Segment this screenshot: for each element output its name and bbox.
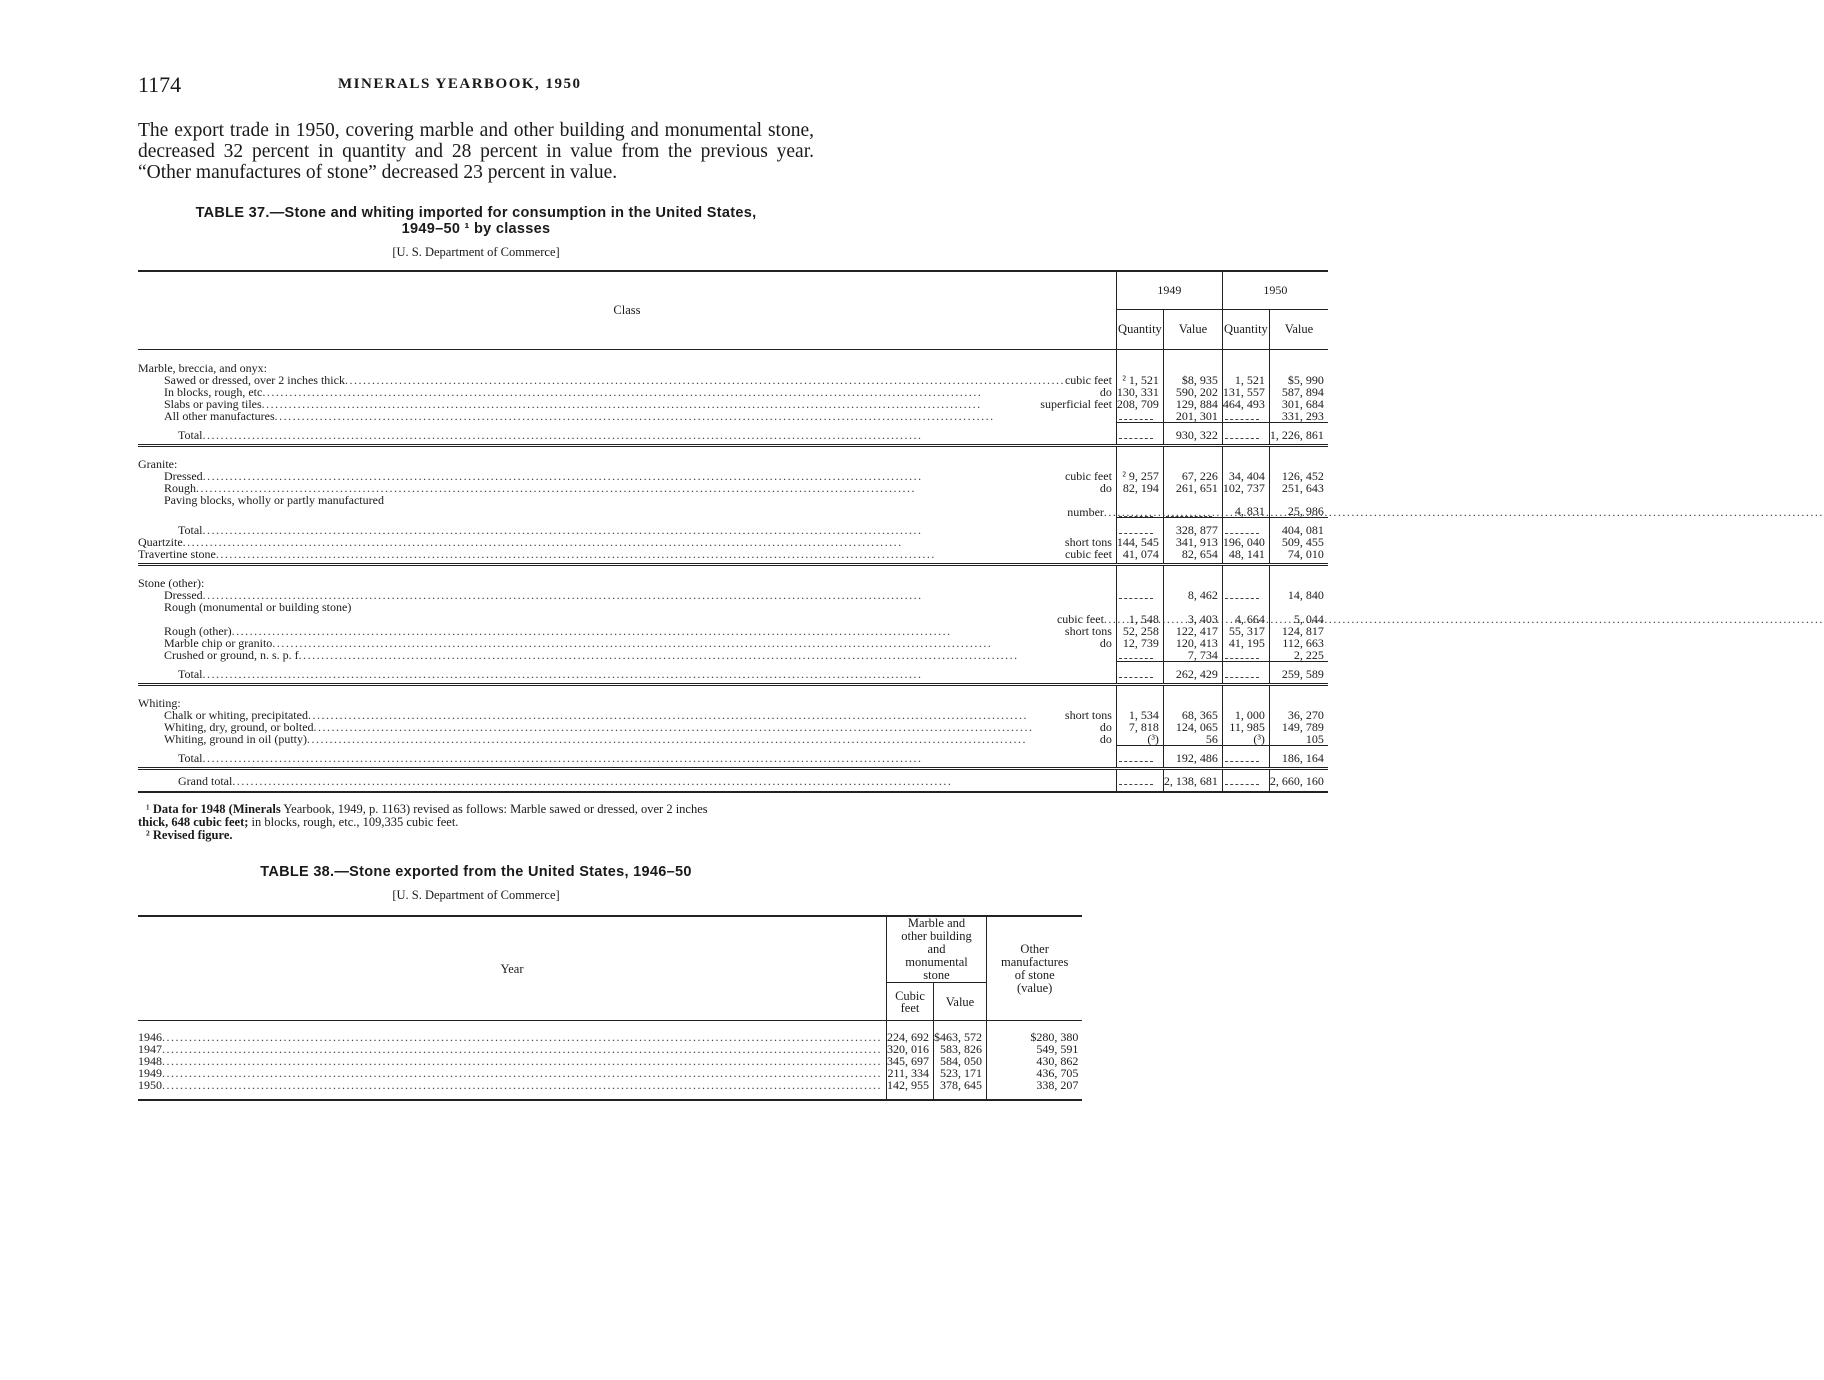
- cell-v49-grand: 2, 138, 681: [1163, 775, 1222, 787]
- cell-v50: 301, 684: [1269, 398, 1328, 410]
- footnote-1-cont: thick, 648 cubic feet; in blocks, rough, etc., 109,335 cubic feet.: [138, 815, 459, 829]
- cell-v49-total: 192, 486: [1163, 752, 1222, 764]
- row-label: Dressed ..... cubic feet: [138, 470, 1116, 482]
- cell-v50-grand: 2, 660, 160: [1269, 775, 1328, 787]
- cell-v50-total: 186, 164: [1269, 752, 1328, 764]
- cell-v50: 587, 894: [1269, 386, 1328, 398]
- other-manufactures-header: Other manufactures of stone (value): [987, 916, 1083, 1021]
- row-label: Sawed or dressed, over 2 inches thick ..... cubic feet: [138, 374, 1116, 386]
- row-label: In blocks, rough, etc ..... do: [138, 386, 1116, 398]
- cell-q50-total: [1222, 668, 1269, 680]
- cell-v49: $8, 935: [1163, 374, 1222, 386]
- cell-v50: 5, 044: [1269, 601, 1328, 625]
- cell-other: 436, 705: [987, 1067, 1083, 1079]
- total-label: Total .....: [138, 429, 1116, 441]
- year-1950-header: 1950: [1222, 271, 1328, 309]
- section-header-row: [138, 356, 1328, 374]
- cell-v49: 3, 403: [1163, 601, 1222, 625]
- row-label: Rough (other) ..... short tons: [138, 625, 1116, 637]
- cell-v49-total: 930, 322: [1163, 429, 1222, 441]
- dash-leader: [1119, 589, 1153, 599]
- cell-q50: [1222, 589, 1269, 601]
- cell-q49: [1116, 410, 1163, 423]
- row-label: Travertine stone ..... cubic feet: [138, 548, 1116, 560]
- cell-q50: (³): [1222, 733, 1269, 746]
- page-number: 1174: [138, 72, 182, 97]
- quantity-1949-header: Quantity: [1116, 309, 1163, 349]
- dash-leader: [1225, 775, 1259, 785]
- table37-footnotes: [138, 803, 814, 842]
- cell-q50: 1, 521: [1222, 374, 1269, 386]
- cell-value: 584, 050: [934, 1055, 987, 1067]
- table-row: [138, 386, 1328, 398]
- cell-q50: 464, 493: [1222, 398, 1269, 410]
- cell-v49: 590, 202: [1163, 386, 1222, 398]
- row-label: Dressed .....: [138, 589, 1116, 601]
- row-label: Whiting, dry, ground, or bolted ..... do: [138, 721, 1116, 733]
- table37: [138, 270, 1328, 793]
- table37-caption: [138, 205, 814, 260]
- total-row: [138, 668, 1328, 680]
- cell-v49-total: 328, 877: [1163, 524, 1222, 536]
- cell-q50: 48, 141: [1222, 548, 1269, 560]
- dash-leader: [1225, 649, 1259, 659]
- cell-v49: 129, 884: [1163, 398, 1222, 410]
- table38-caption: [138, 864, 814, 903]
- table-row: [138, 733, 1328, 746]
- cell-v50: 74, 010: [1269, 548, 1328, 560]
- table-row: [138, 398, 1328, 410]
- total-label: Total .....: [138, 668, 1116, 680]
- spacer-row: [138, 1091, 1082, 1100]
- dash-leader: [1119, 524, 1153, 534]
- table-row: [138, 1079, 1082, 1091]
- row-label: Crushed or ground, n. s. p. f .....: [138, 649, 1116, 662]
- cell-q50: 55, 317: [1222, 625, 1269, 637]
- table38-source: [U. S. Department of Commerce]: [392, 888, 560, 902]
- cell-q49-total: [1116, 668, 1163, 680]
- intro-paragraph: The export trade in 1950, covering marble and other building and monumental stone, decreased 32 percent in quantity and 28 percent in value from the previous year. “Other manufactures of stone” decreased 23 percent in value.: [138, 120, 814, 183]
- dash-leader: [1119, 649, 1153, 659]
- quantity-1950-header: Quantity: [1222, 309, 1269, 349]
- dash-leader: [1119, 429, 1153, 439]
- cell-q50: 102, 737: [1222, 482, 1269, 494]
- row-label: Paving blocks, wholly or partly manufactured number .....: [138, 494, 1116, 518]
- total-label: Total .....: [138, 752, 1116, 764]
- cell-q50-grand: [1222, 775, 1269, 787]
- cell-v49: 122, 417: [1163, 625, 1222, 637]
- table38-caption-line: TABLE 38.—Stone exported from the United States, 1946–50: [260, 864, 692, 880]
- table-row: [138, 374, 1328, 386]
- cell-q50: 196, 040: [1222, 536, 1269, 548]
- dash-leader: [1225, 410, 1259, 420]
- cell-q49: 12, 739: [1116, 637, 1163, 649]
- dash-leader: [1119, 410, 1153, 420]
- year-label: 1947 .....: [138, 1043, 887, 1055]
- row-label: Quartzite ..... short tons: [138, 536, 1116, 548]
- cell-value: $463, 572: [934, 1031, 987, 1043]
- cell-v49: 124, 065: [1163, 721, 1222, 733]
- section-header-row: [138, 452, 1328, 470]
- cell-v50: 126, 452: [1269, 470, 1328, 482]
- year-1949-header: 1949: [1116, 271, 1222, 309]
- cell-q50: 4, 831: [1222, 494, 1269, 518]
- cell-q50: 34, 404: [1222, 470, 1269, 482]
- section-title: Whiting:: [138, 696, 181, 710]
- dash-leader: [1119, 752, 1153, 762]
- grand-total-label: Grand total .....: [138, 775, 1116, 787]
- cell-value: 378, 645: [934, 1079, 987, 1091]
- cell-q49: [1116, 649, 1163, 662]
- grand-total-row: [138, 775, 1328, 787]
- cell-q49: 7, 818: [1116, 721, 1163, 733]
- cell-v50-total: 404, 081: [1269, 524, 1328, 536]
- total-label: Total .....: [138, 524, 1116, 536]
- row-label: Chalk or whiting, precipitated ..... short tons: [138, 709, 1116, 721]
- cell-v50-total: 259, 589: [1269, 668, 1328, 680]
- cell-v50: 112, 663: [1269, 637, 1328, 649]
- section-title: Stone (other):: [138, 576, 205, 590]
- cell-q49: 41, 074: [1116, 548, 1163, 560]
- cell-cubic: 224, 692: [887, 1031, 934, 1043]
- cell-v50: 124, 817: [1269, 625, 1328, 637]
- running-head: [138, 70, 814, 100]
- cubic-feet-header: Cubic feet: [887, 983, 934, 1021]
- cell-q49: 52, 258: [1116, 625, 1163, 637]
- dash-leader: [1225, 429, 1259, 439]
- table-row: [138, 470, 1328, 482]
- marble-group-header: Marble and other building and monumental stone: [887, 916, 987, 983]
- cell-q49: 144, 545: [1116, 536, 1163, 548]
- dash-leader: [1225, 668, 1259, 678]
- cell-v49: 67, 226: [1163, 470, 1222, 482]
- total-row: [138, 752, 1328, 764]
- cell-v49: 82, 654: [1163, 548, 1222, 560]
- table37-body: [138, 349, 1328, 792]
- col-class-header: Class: [138, 271, 1116, 349]
- cell-v49: 261, 651: [1163, 482, 1222, 494]
- cell-v50: 149, 789: [1269, 721, 1328, 733]
- cell-v49: 8, 462: [1163, 589, 1222, 601]
- table-row: [138, 601, 1328, 625]
- table37-source: [U. S. Department of Commerce]: [392, 245, 560, 259]
- cell-q50: 11, 985: [1222, 721, 1269, 733]
- cell-other: 549, 591: [987, 1043, 1083, 1055]
- year-label: 1946 .....: [138, 1031, 887, 1043]
- row-label: Whiting, ground in oil (putty) ..... do: [138, 733, 1116, 746]
- cell-q50-total: [1222, 429, 1269, 441]
- table38-body: [138, 1021, 1082, 1101]
- cell-q50: [1222, 649, 1269, 662]
- col-year-header: Year: [138, 916, 887, 1021]
- cell-q49: 130, 331: [1116, 386, 1163, 398]
- value-header: Value: [934, 983, 987, 1021]
- cell-q49: 1, 548: [1116, 601, 1163, 625]
- value-1949-header: Value: [1163, 309, 1222, 349]
- table-row: [138, 548, 1328, 560]
- section-title: Marble, breccia, and onyx:: [138, 360, 267, 375]
- cell-v50: 331, 293: [1269, 410, 1328, 423]
- footnote-2: ² Revised figure.: [146, 828, 233, 842]
- cell-v50: 251, 643: [1269, 482, 1328, 494]
- cell-q50: 4, 664: [1222, 601, 1269, 625]
- footnote-1: ¹ Data for 1948 (Minerals Yearbook, 1949, p. 1163) revised as follows: Marble sawed or dressed, over 2 inches: [146, 802, 708, 816]
- dash-leader: [1225, 589, 1259, 599]
- cell-q49: 208, 709: [1116, 398, 1163, 410]
- row-label: Rough ..... do: [138, 482, 1116, 494]
- cell-cubic: 211, 334: [887, 1067, 934, 1079]
- cell-q49: (³): [1116, 733, 1163, 746]
- section-header-row: [138, 571, 1328, 589]
- cell-q49: [1116, 589, 1163, 601]
- page: [138, 70, 1324, 1101]
- cell-q50: 1, 000: [1222, 709, 1269, 721]
- cell-q49: 1, 534: [1116, 709, 1163, 721]
- cell-v50: 105: [1269, 733, 1328, 746]
- cell-v50: 25, 986: [1269, 494, 1328, 518]
- cell-v50: 14, 840: [1269, 589, 1328, 601]
- cell-q49-total: [1116, 752, 1163, 764]
- dash-leader: [1119, 668, 1153, 678]
- cell-other: 430, 862: [987, 1055, 1083, 1067]
- cell-value: 523, 171: [934, 1067, 987, 1079]
- cell-v49: 201, 301: [1163, 410, 1222, 423]
- total-row: [138, 429, 1328, 441]
- section-header-row: [138, 691, 1328, 709]
- row-label: Rough (monumental or building stone) cubic feet .....: [138, 601, 1116, 625]
- cell-q50-total: [1222, 752, 1269, 764]
- cell-v50: 509, 455: [1269, 536, 1328, 548]
- cell-v49: 120, 413: [1163, 637, 1222, 649]
- cell-q49: 82, 194: [1116, 482, 1163, 494]
- row-label: Slabs or paving tiles ..... superficial feet: [138, 398, 1116, 410]
- cell-v49: 7, 734: [1163, 649, 1222, 662]
- year-label: 1948 .....: [138, 1055, 887, 1067]
- table37-caption-line2: 1949–50 ¹ by classes: [401, 221, 551, 237]
- table38: [138, 915, 1082, 1101]
- cell-value: 583, 826: [934, 1043, 987, 1055]
- cell-v50: $5, 990: [1269, 374, 1328, 386]
- cell-q50: 41, 195: [1222, 637, 1269, 649]
- cell-q50: [1222, 410, 1269, 423]
- cell-other: 338, 207: [987, 1079, 1083, 1091]
- cell-other: $280, 380: [987, 1031, 1083, 1043]
- cell-v50: 36, 270: [1269, 709, 1328, 721]
- dash-leader: [1119, 775, 1153, 785]
- cell-v49: 68, 365: [1163, 709, 1222, 721]
- cell-cubic: 320, 016: [887, 1043, 934, 1055]
- cell-cubic: 345, 697: [887, 1055, 934, 1067]
- table37-caption-line1: TABLE 37.—Stone and whiting imported for consumption in the United States,: [195, 205, 757, 221]
- cell-q49-total: [1116, 429, 1163, 441]
- cell-q49: ² 9, 257: [1116, 470, 1163, 482]
- row-label: Marble chip or granito ..... do: [138, 637, 1116, 649]
- running-title: MINERALS YEARBOOK, 1950: [338, 76, 582, 92]
- table-row: [138, 410, 1328, 423]
- dash-leader: [1225, 752, 1259, 762]
- cell-q49-grand: [1116, 775, 1163, 787]
- cell-q49: ² 1, 521: [1116, 374, 1163, 386]
- cell-cubic: 142, 955: [887, 1079, 934, 1091]
- section-title: Granite:: [138, 456, 178, 471]
- value-1950-header: Value: [1269, 309, 1328, 349]
- dash-leader: [1225, 524, 1259, 534]
- cell-v50-total: 1, 226, 861: [1269, 429, 1328, 441]
- row-label: All other manufactures .....: [138, 410, 1116, 423]
- cell-q50: 131, 557: [1222, 386, 1269, 398]
- cell-v50: 2, 225: [1269, 649, 1328, 662]
- cell-v49-total: 262, 429: [1163, 668, 1222, 680]
- table-row: [138, 482, 1328, 494]
- year-label: 1950 .....: [138, 1079, 887, 1091]
- table-row: [138, 649, 1328, 662]
- cell-v49: 341, 913: [1163, 536, 1222, 548]
- table-row: [138, 494, 1328, 518]
- cell-v49: 56: [1163, 733, 1222, 746]
- year-label: 1949 .....: [138, 1067, 887, 1079]
